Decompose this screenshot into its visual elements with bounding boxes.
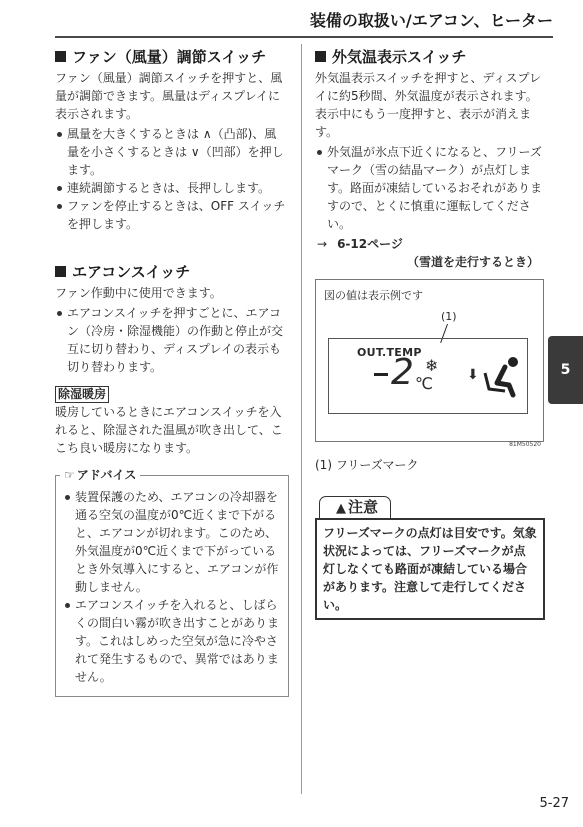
fan-bullet-list <box>55 125 288 233</box>
list-item: ファンを停止するときは、OFF スイッチを押します。 <box>55 197 288 233</box>
dehumidify-heating-label: 除湿暖房 <box>55 386 109 403</box>
advice-title-text: アドバイス <box>76 468 137 482</box>
dehumidify-body: 暖房しているときにエアコンスイッチを入れると、除湿された温風が吹き出して、ここち良い暖房になります。 <box>55 405 283 455</box>
temp-body-1: 外気温表示スイッチを押すと、ディスプレイに約5秒間、外気温度が表示されます。 <box>315 71 542 103</box>
page-reference <box>315 235 545 253</box>
caution-label <box>319 496 391 518</box>
ac-title-text: エアコンスイッチ <box>72 263 191 281</box>
list-item: 風量を大きくするときは ∧（凸部)、風量を小さくするときは ∨（凹部）を押します。 <box>55 125 288 179</box>
seat-airflow-icon <box>479 355 523 399</box>
ac-section-title <box>55 261 288 283</box>
fan-section-title <box>55 46 288 68</box>
temp-body-2: 表示中にもう一度押すと、表示が消えます。 <box>315 107 532 139</box>
airflow-down-arrow-icon: ⬇ <box>467 367 479 383</box>
figure-code: 81M50520 <box>509 441 541 448</box>
fan-title-text: ファン（風量）調節スイッチ <box>72 48 267 66</box>
figure-caption: (1) フリーズマーク <box>315 458 419 472</box>
square-bullet-icon <box>315 51 326 62</box>
reference-arrow: → <box>317 237 328 251</box>
temperature-value: 2 <box>391 352 414 393</box>
temp-bullet-list <box>315 143 545 233</box>
list-item: エアコンスイッチを押すごとに、エアコン（冷房・除湿機能）の作動と停止が交互に切り替わり、ディスプレイの表示も切り替わります。 <box>55 304 288 376</box>
display-figure <box>315 279 544 448</box>
list-item: 連続調節するときは、長押しします。 <box>55 179 288 197</box>
left-column <box>55 46 288 697</box>
reference-subtitle: （雪道を走行するとき） <box>406 255 539 269</box>
reference-page: 6-12ページ <box>337 237 403 251</box>
column-divider <box>301 44 302 794</box>
temp-section-title <box>315 46 545 68</box>
advice-box <box>55 468 289 697</box>
header-rule <box>55 36 553 38</box>
advice-title <box>60 466 140 484</box>
page-number: 5-27 <box>539 796 569 811</box>
list-item: エアコンスイッチを入れると、しばらくの間白い霧が吹き出すことがあります。これはしめった空気が急に冷やされて発生するもので、異常ではありません。 <box>63 596 281 686</box>
right-column <box>315 46 545 620</box>
page-header-title: 装備の取扱い/エアコン、ヒーター <box>309 11 553 30</box>
caution-box: フリーズマークの点灯は目安です。気象状況によっては、フリーズマークが点灯しなくても路面が凍結している場合があります。注意して走行してください。 <box>315 518 545 620</box>
minus-sign <box>374 373 388 376</box>
fan-body: ファン（風量）調節スイッチを押すと、風量が調節できます。風量はディスプレイに表示されます。 <box>55 71 283 121</box>
out-temp-label: OUT.TEMP <box>357 346 422 359</box>
list-item: 外気温が氷点下近くになると、フリーズマーク（雪の結晶マーク）が点灯します。路面が凍結しているおそれがありますので、とくに慎重に運転してください。 <box>315 143 545 233</box>
figure-callout: (1) <box>441 310 457 323</box>
square-bullet-icon <box>55 266 66 277</box>
figure-note: 図の値は表示例です <box>324 289 423 302</box>
advice-bullet-list <box>63 488 281 686</box>
chapter-tab: 5 <box>548 336 583 404</box>
ac-bullet-list <box>55 304 288 376</box>
square-bullet-icon <box>55 51 66 62</box>
lcd-display <box>328 338 528 414</box>
ac-body: ファン作動中に使用できます。 <box>55 286 222 300</box>
list-item: 装置保護のため、エアコンの冷却器を通る空気の温度が0℃近くまで下がると、エアコンが切れます。このため、外気温度が0℃近くまで下がっているとき外気導入にすると、エアコンが作動しません。 <box>63 488 281 596</box>
caution-label-text: 注意 <box>348 498 379 516</box>
temp-title-text: 外気温表示スイッチ <box>332 48 467 66</box>
celsius-unit: ℃ <box>415 374 433 393</box>
warning-triangle-icon: ▲ <box>336 501 346 516</box>
pointing-hand-icon: ☞ <box>64 468 75 482</box>
snowflake-icon: ❄ <box>425 356 439 375</box>
